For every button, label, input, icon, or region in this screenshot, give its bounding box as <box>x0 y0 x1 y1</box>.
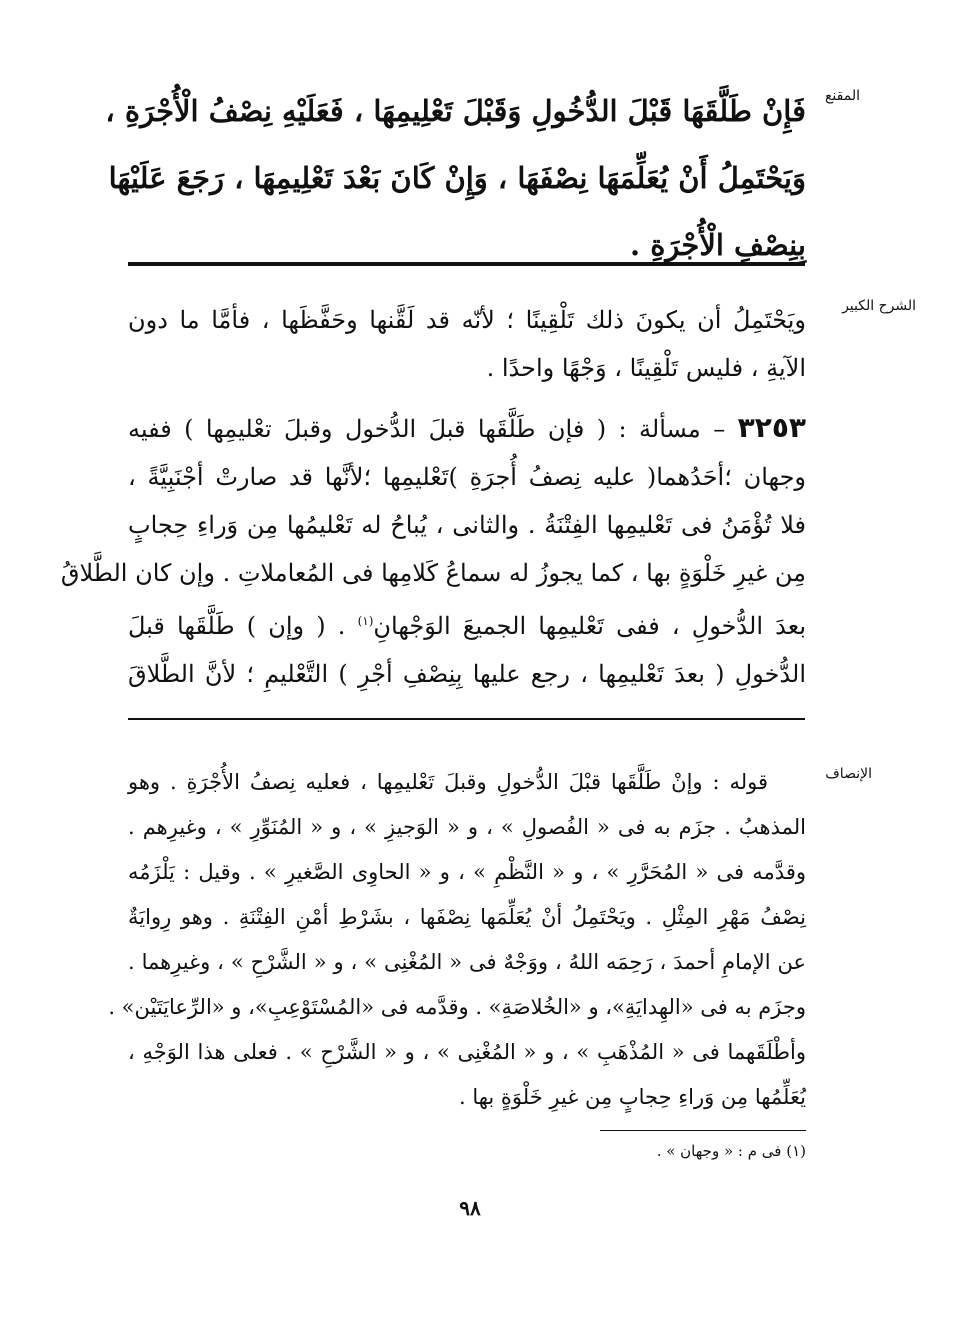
issue-heading-line <box>128 404 806 453</box>
sharh-line: وجهان ؛أحَدُهما( عليه نِصفُ أُجرَةِ )تَعْليمِها ؛لأنَّها قد صارتْ أجْنَبِيَّةً ، <box>128 463 806 491</box>
insaf-line: قوله : وإنْ طَلَّقَها قبْلَ الدُّخولِ وقبلَ تَعْليمِها ، فعليه نِصفُ الأُجْرَةِ . وهو <box>128 770 768 794</box>
section-label-insaf: الإنصاف <box>825 766 872 782</box>
page-number: ٩٨ <box>459 1196 481 1220</box>
muqni-line: فَإِنْ طَلَّقَهَا قَبْلَ الدُّخُولِ وَقَبْلَ تَعْلِيمِهَا ، فَعَلَيْهِ نِصْفُ الْأُجْرَةِ ، <box>105 94 806 128</box>
footnote-divider <box>600 1130 806 1131</box>
sharh-line: ويَحْتَمِلُ أن يكونَ ذلك تَلْقِينًا ؛ لأنّه قد لَقَّنها وحَفَّظَها ، فأمَّا ما دون <box>128 306 806 334</box>
sharh-line-with-footnote <box>128 597 806 650</box>
issue-heading-text: – مسألة : ( فإن طَلَّقَها قبلَ الدُّخول وقبلَ تعْليمِها ) ففيه <box>128 415 738 443</box>
muqni-line: بِنِصْفِ الْأُجْرَةِ . <box>630 228 806 262</box>
insaf-line: وقدَّمه فى « المُحَرَّرِ » ، و « النَّظْمِ » ، و « الحاوِى الصَّغيرِ » . وقيل : يَلْزَمُه <box>128 860 806 884</box>
insaf-line: يُعَلِّمُها مِن وَراءِ حِجابٍ مِن غيرِ خَلْوَةٍ بها . <box>458 1085 806 1109</box>
footnote-ref: (١) <box>357 614 374 628</box>
section-divider <box>128 718 805 720</box>
section-label-muqni: المقنع <box>824 88 860 104</box>
section-label-sharh: الشرح الكبير <box>842 298 916 314</box>
issue-number: ٣٢٥٣ <box>737 411 806 444</box>
sharh-line: الدُّخولِ ( بعدَ تَعْليمِها ، رجع عليها بِنِصْفِ أجْرِ ) التَّعْليمِ ؛ لأنَّ الطَّلاقَ <box>128 660 806 688</box>
sharh-line: مِن غيرِ خَلْوَةٍ بها ، كما يجوزُ له سماعُ كَلامِها فى المُعاملاتِ . وإن كان الطَّلاقُ <box>60 559 806 587</box>
insaf-line: نِصْفُ مَهْرِ المِثْلِ . ويَحْتَمِلُ أنْ يُعَلِّمَها نِصْفَها ، بشَرْطِ أمْنِ الفِتْنَةِ . وهو رِوايَةٌ <box>128 905 806 929</box>
insaf-line: وجزَم به فى «الهِدايَةِ»، و «الخُلاصَةِ» . وقدَّمه فى «المُسْتَوْعِبِ»، و «الرِّعايَتَيْن» . <box>108 995 806 1019</box>
sharh-line: فلا تُؤْمَنُ فى تَعْليمِها الفِتْنَةُ . والثانى ، يُباحُ له تَعْليمُها مِن وَراءِ حِجابٍ <box>128 511 806 539</box>
footnote: (١) فى م : « وجهان » . <box>656 1142 806 1160</box>
sharh-text <box>60 296 806 698</box>
muqni-line: وَيَحْتَمِلُ أَنْ يُعَلِّمَهَا نِصْفَهَا ، وَإِنْ كَانَ بَعْدَ تَعْلِيمِهَا ، رَجَعَ عَلَيْهَا <box>108 161 806 195</box>
sharh-line-head: بعدَ الدُّخولِ ، ففى تَعْليمِها الجميعَ الوَجْهانِ <box>373 612 806 640</box>
muqni-text <box>105 78 806 279</box>
insaf-line: وأطْلَقَهما فى « المُذْهَبِ » ، و « المُغْنِى » ، و « الشَّرْحِ » . فعلى هذا الوَجْهِ ، <box>128 1040 806 1064</box>
insaf-text <box>108 760 806 1120</box>
sharh-line: الآيةِ ، فليس تَلْقِينًا ، وَجْهًا واحدًا . <box>486 354 806 382</box>
section-divider-thick <box>128 262 805 266</box>
insaf-line: عن الإمامِ أحمدَ ، رَحِمَه اللهُ ، ووَجْهٌ فى « المُغْنِى » ، و « الشَّرْحِ » ، وغيرِهما . <box>128 950 806 974</box>
sharh-line-tail: . ( وإن ) طَلَّقَها قبلَ <box>128 612 358 640</box>
insaf-line: المذهبُ . جزَم به فى « الفُصولِ » ، و « الوَجيزِ » ، و « المُنَوِّرِ » ، وغيرِهم . <box>128 815 806 839</box>
